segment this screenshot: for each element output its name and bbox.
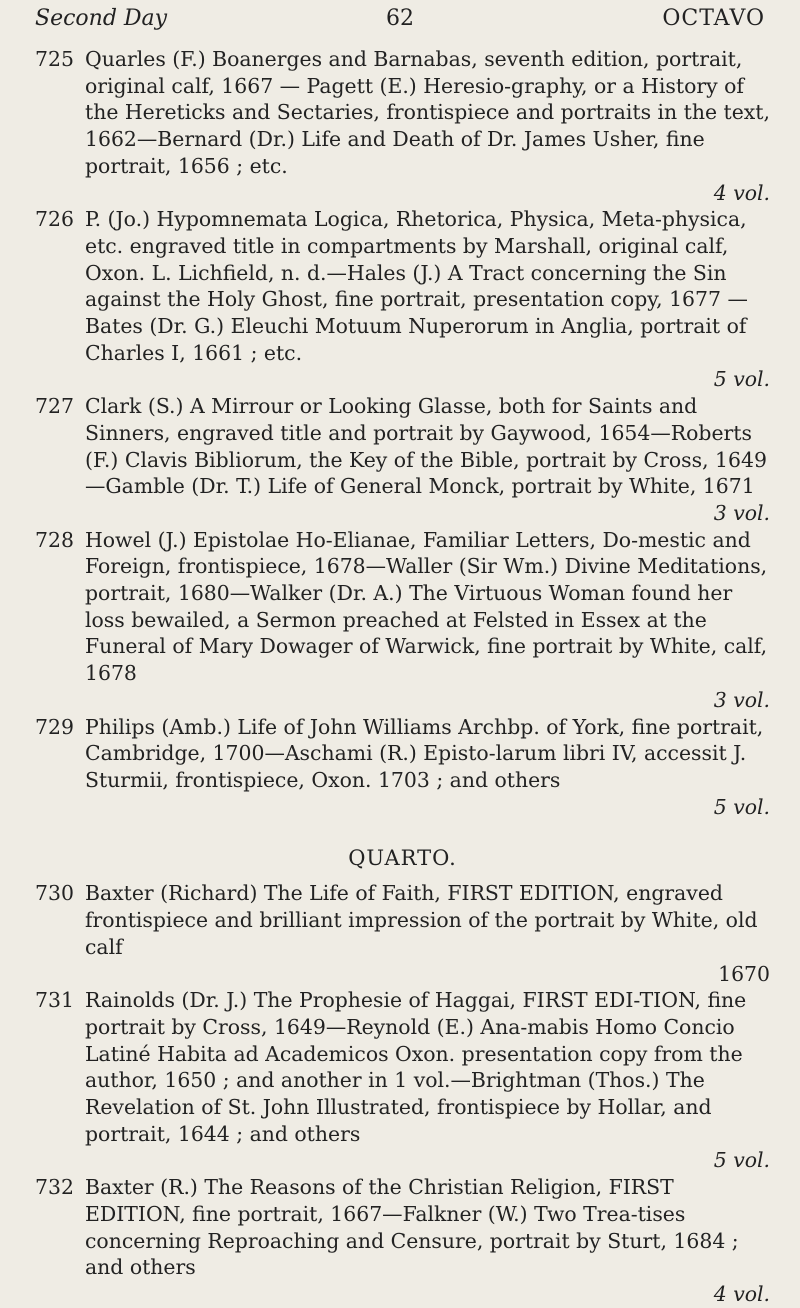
header-format: OCTAVO [662,6,765,31]
entry-text: P. (Jo.) Hypomnemata Logica, Rhetorica, Physica, Meta-physica, etc. engraved title in compartments by Marshall, original calf, Oxon. L. Lichfield, n. d.—Hales (J.) A Tract concerning the Sin against the Holy Ghost, fine portrait, presentation copy, 1677 — Bates (Dr. G.) Eleuchi Motuum Nuperorum in Anglia, portrait of Charles I, 1661 ; etc. [85,207,748,365]
lot-number: 730 [35,881,74,906]
catalogue-entry [35,880,770,987]
header-day: Second Day [35,6,168,31]
entry-text: Rainolds (Dr. J.) The Prophesie of Haggai, FIRST EDI-TION, fine portrait by Cross, 1649—Reynold (E.) Ana-mabis Homo Concio Latiné Habita ad Academicos Oxon. presentation copy from the author, 1650 ; and another in 1 vol.—Brightman (Thos.) The Revelation of St. John Illustrated, frontispiece by Hollar, and portrait, 1644 ; and others [85,988,747,1146]
catalogue-entry [35,527,770,714]
entry-text: Howel (J.) Epistolae Ho-Elianae, Familiar Letters, Do-mestic and Foreign, frontispiece, 1678—Waller (Sir Wm.) Divine Meditations, portrait, 1680—Walker (Dr. A.) The Virtuous Woman found her loss bewailed, a Sermon preached at Felsted in Essex at the Funeral of Mary Dowager of Warwick, fine portrait by White, calf, 1678 [85,527,768,686]
entry-volumes: 5 vol. [713,794,770,819]
lot-number: 731 [35,988,74,1013]
page-header [35,6,765,36]
lot-number: 725 [35,47,74,71]
catalogue-entry [35,987,770,1174]
entry-volumes: 3 vol. [713,500,770,525]
entry-volumes: 4 vol. [713,1281,770,1306]
entry-volumes: 5 vol. [713,1148,770,1173]
catalogue-entry [35,393,770,527]
catalogue-entry [35,714,770,821]
entry-volumes: 3 vol. [713,687,770,712]
entry-text: Quarles (F.) Boanerges and Barnabas, seventh edition, portrait, original calf, 1667 — Pagett (E.) Heresio-graphy, or a History of the Hereticks and Sectaries, frontispiece and portraits in the text, 1662—Bernard (Dr.) Life and Death of Dr. James Usher, fine portrait, 1656 ; etc. [85,47,770,178]
entry-text: Clark (S.) A Mirrour or Looking Glasse, both for Saints and Sinners, engraved title and portrait by Gaywood, 1654—Roberts (F.) Clavis Bibliorum, the Key of the Bible, portrait by Cross, 1649—Gamble (Dr. T.) Life of General Monck, portrait by White, 1671 [85,394,767,499]
lot-number: 728 [35,527,74,552]
catalogue-entry [35,46,770,206]
entry-date: 1670 [718,961,770,986]
section-title: QUARTO. [348,846,457,871]
entry-text: Philips (Amb.) Life of John Williams Archbp. of York, fine portrait, Cambridge, 1700—Aschami (R.) Episto-larum libri IV, accessit J. Sturmii, frontispiece, Oxon. 1703 ; and others [85,714,764,792]
lot-number: 732 [35,1175,74,1200]
lot-number: 729 [35,714,74,739]
page-number: 62 [386,6,414,31]
entry-text: Baxter (Richard) The Life of Faith, FIRST EDITION, engraved frontispiece and brilliant impression of the portrait by White, old calf [85,881,758,959]
lot-number: 726 [35,207,74,232]
entry-volumes: 5 vol. [713,367,770,392]
catalogue-entry [35,1174,770,1308]
catalogue-entry [35,206,770,393]
entry-volumes: 4 vol. [713,180,770,205]
entry-text: Baxter (R.) The Reasons of the Christian Religion, FIRST EDITION, fine portrait, 1667—Falkner (W.) Two Trea-tises concerning Reproaching and Censure, portrait by Sturt, 1684 ; and others [85,1175,739,1280]
lot-number: 727 [35,394,74,419]
entry-list [35,46,770,1308]
